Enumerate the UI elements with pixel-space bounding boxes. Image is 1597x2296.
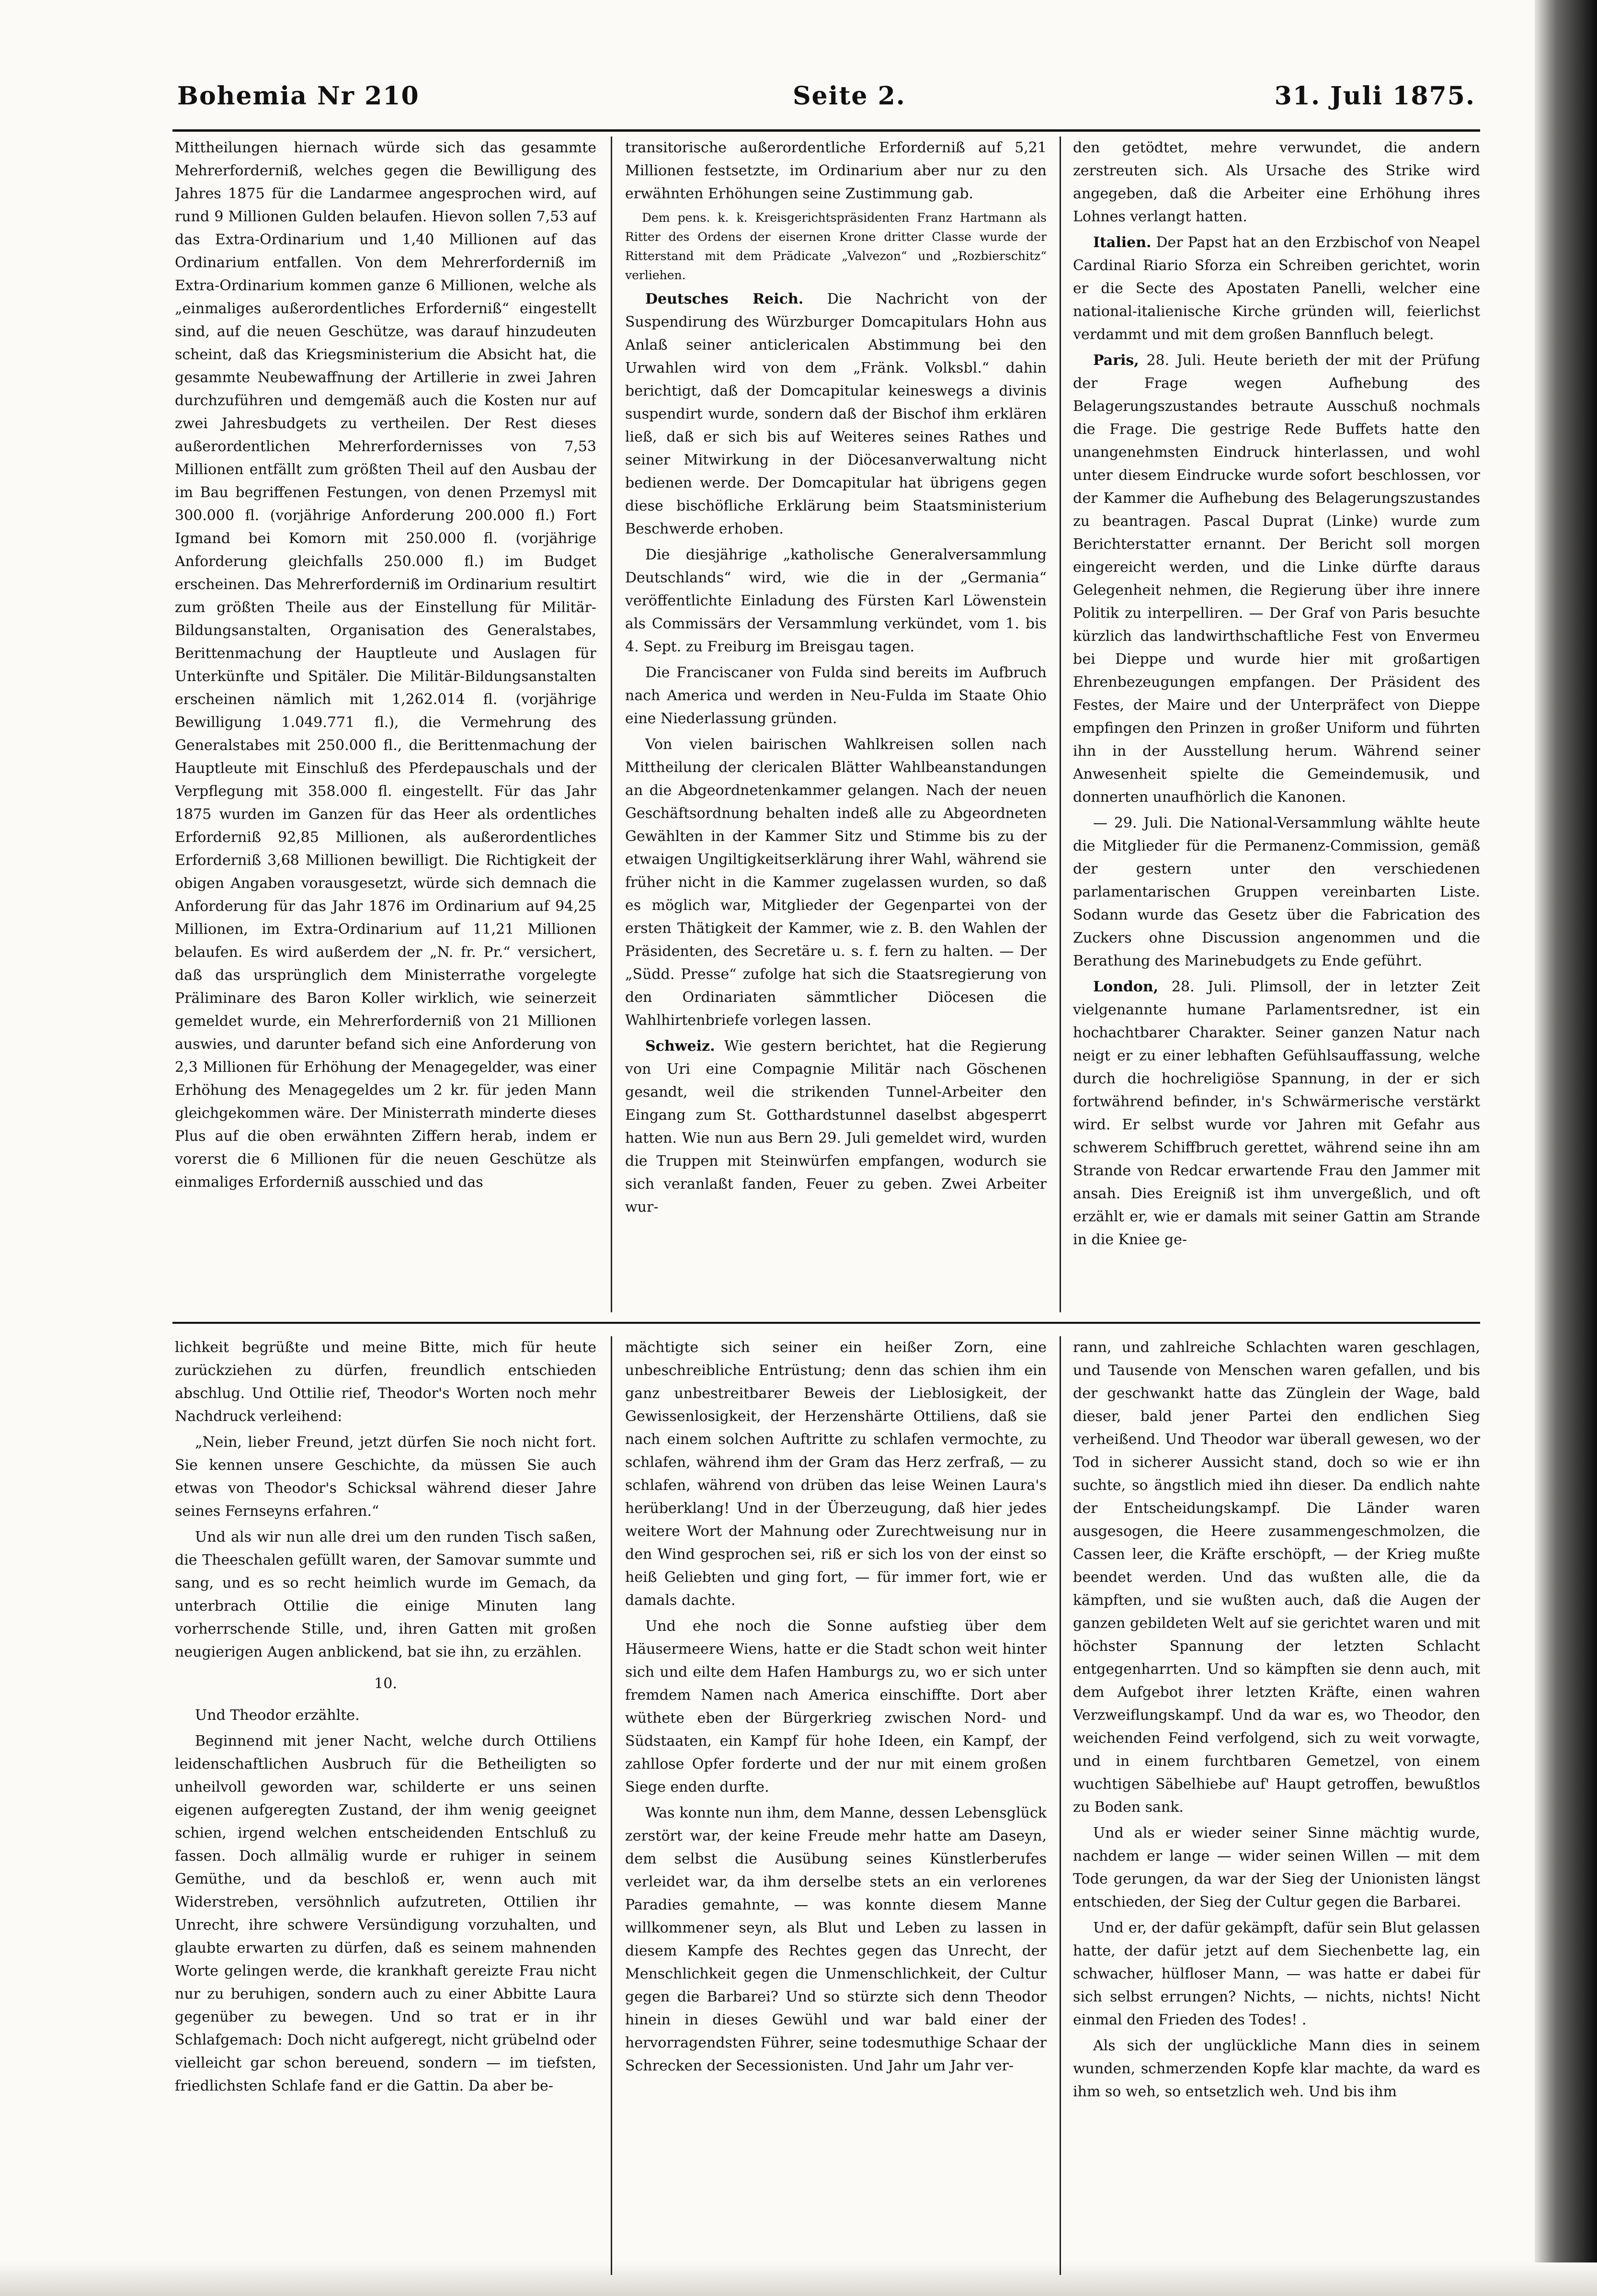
- feuilleton-divider: [172, 1322, 1480, 1324]
- page-number: Seite 2.: [793, 81, 906, 111]
- article-paragraph: Schweiz. Wie gestern berichtet, hat die Regierung von Uri eine Compagnie Militär nach Göschenen gesandt, weil die strikenden Tunnel-Arbeiter den Eingang zum St. Gotthardstunnel daselbst abgesperrt hatten. Wie nun aus Bern 29. Juli gemeldet wird, wurden die Truppen mit Steinwürfen empfangen, wodurch sie sich veranlaßt fanden, Feuer zu geben. Zwei Arbeiter wur-: [625, 1038, 1047, 1216]
- story-paragraph: „Nein, lieber Freund, jetzt dürfen Sie noch nicht fort. Sie kennen unsere Geschichte, da müssen Sie auch etwas von Theodor's Schicksal während dieser Jahre seines Fernseyns erfahren.“: [175, 1434, 596, 1520]
- article-paragraph: den getödtet, mehre verwundet, die andern zerstreuten sich. Als Ursache des Strike wird angegeben, daß die Arbeiter eine Erhöhung ihres Lohnes verlangt hatten.: [1073, 139, 1480, 225]
- story-paragraph: Und ehe noch die Sonne aufstieg über dem Häusermeere Wiens, hatte er die Stadt schon weit hinter sich und eilte dem Hafen Hamburgs zu, wo er sich unter fremdem Namen nach America einschiffte. Dort aber wüthete eben der Bürgerkrieg zwischen Nord- und Südstaaten, ein Kampf für hohe Ideen, ein Kampf, der zahllose Opfer forderte und der nur mit einem großen Siege enden durfte.: [625, 1618, 1047, 1796]
- story-paragraph: mächtigte sich seiner ein heißer Zorn, eine unbeschreibliche Entrüstung; denn das schien ihm ein ganz unbestreitbarer Beweis der Lieblosigkeit, der Gewissenlosigkeit, der Herzenshärte Ottiliens, daß sie nach einem solchen Auftritte zu schlafen vermochte, zu schlafen, während ihm der Gram das Herz zerfraß, — zu schlafen, während von drüben das leise Weinen Laura's herüberklang! Und in der Überzeugung, daß hier jedes weitere Wort der Mahnung oder Zurechtweisung nur in den Wind gesprochen sei, riß er sich los von der einst so heiß Geliebten und ging fort, — für immer fort, wie er damals dachte.: [625, 1339, 1047, 1609]
- news-column-1: [175, 136, 596, 1312]
- article-paragraph: Die Franciscaner von Fulda sind bereits im Aufbruch nach America und werden in Neu-Fulda im Staate Ohio eine Niederlassung gründen.: [625, 664, 1047, 727]
- newspaper-issue: Bohemia Nr 210: [177, 81, 420, 111]
- feuilleton-column-2: [625, 1336, 1047, 2275]
- article-paragraph: London, 28. Juli. Plimsoll, der in letzter Zeit vielgenannte humane Parlamentsredner, ist ein hochachtbarer Charakter. Seiner ganzen Natur nach neigt er zu einer lebhaften Gefühlsauffassung, welche durch die hochreligiöse Spannung, in der er sich fortwährend befinder, in's Schwärmerische verstärkt wird. Er selbst wurde vor Jahren mit Gefahr aus schwerem Schiffbruch gerettet, während seine ihn am Strande von Redcar erwartende Frau den Jammer mit ansah. Dies Ereigniß ist ihm unvergeßlich, und oft erzählt er, wie er damals mit seiner Gattin am Strande in die Kniee ge-: [1073, 978, 1480, 1248]
- news-column-2: [625, 136, 1047, 1312]
- news-column-3: [1073, 136, 1480, 1312]
- section-heading-italien: Italien.: [1093, 234, 1152, 251]
- story-paragraph: Und als er wieder seiner Sinne mächtig wurde, nachdem er lange — wider seinen Willen — mit dem Tode gerungen, da war der Sieg der Unionisten längst entschieden, der Sieg der Cultur gegen die Barbarei.: [1073, 1825, 1480, 1910]
- article-paragraph: Italien. Der Papst hat an den Erzbischof von Neapel Cardinal Riario Sforza ein Schreiben gerichtet, worin er die Secte des Apostaten Panelli, welcher eine national-italienische Kirche gründen will, feierlichst verdammt und mit dem großen Bannfluch belegt.: [1073, 234, 1480, 343]
- header-rule: [172, 129, 1480, 132]
- page-header: [177, 81, 1475, 125]
- feuilleton-column-1: [175, 1336, 596, 2275]
- article-paragraph: Deutsches Reich. Die Nachricht von der Suspendirung des Würzburger Domcapitulars Hohn aus Anlaß seiner anticlericalen Abstimmung bei den Urwahlen wird von dem „Fränk. Volksbl.“ dahin berichtigt, daß der Domcapitular keineswegs a divinis suspendirt wurde, sondern daß der Bischof ihm erklären ließ, daß er sich bis auf Weiteres seines Rathes und seiner Mitwirkung in der Diöcesanverwaltung nicht bedienen werde. Der Domcapitular hat übrigens gegen diese bischöfliche Erklärung beim Staatsministerium Beschwerde erhoben.: [625, 291, 1047, 537]
- chapter-number: 10.: [374, 1675, 397, 1692]
- story-paragraph: Und Theodor erzählte.: [195, 1707, 360, 1724]
- article-paragraph: Mittheilungen hiernach würde sich das gesammte Mehrerforderniß, welches gegen die Bewilligung des Jahres 1875 für die Landarmee angesprochen wird, auf rund 9 Millionen Gulden belaufen. Hievon sollen 7,53 auf das Extra-Ordinarium und 1,40 Millionen auf das Ordinarium entfallen. Von dem Mehrerforderniß im Extra-Ordinarium kommen ganze 6 Millionen, welche als „einmaliges außerordentliches Erforderniß“ eingestellt sind, auf die neuen Geschütze, was darauf hinzudeuten scheint, daß das Kriegsministerium die Absicht hat, die gesammte Neubewaffnung der Artillerie in zwei Jahren durchzuführen und demgemäß auch die Kosten nur auf zwei Jahresbudgets zu vertheilen. Der Rest dieses außerordentlichen Mehrerfordernisses von 7,53 Millionen entfällt zum größten Theil auf den Ausbau der im Bau begriffenen Festungen, von denen Przemysl mit 300.000 fl. (vorjährige Anforderung 200.000 fl.) Fort Igmand bei Komorn mit 250.000 fl. (vorjährige Anforderung gleichfalls 250.000 fl.) im Budget erscheinen. Das Mehrerforderniß im Ordinarium resultirt zum größten Theile aus der Einstellung für Militär-Bildungsanstalten, Organisation des Generalstabes, Berittenmachung der Hauptleute und Auslagen für Unterkünfte und Spitäler. Die Militär-Bildungsanstalten erscheinen nämlich mit 1,262.014 fl. (vorjährige Bewilligung 1.049.771 fl.), die Vermehrung des Generalstabes mit 250.000 fl., die Berittenmachung der Hauptleute mit Einschluß des Pferdepauschals und der Verpflegung mit 358.000 fl. eingestellt. Für das Jahr 1875 wurden im Ganzen für das Heer als ordentliches Erforderniß 92,85 Millionen, als außerordentliches Erforderniß 3,68 Millionen bewilligt. Die Richtigkeit der obigen Angaben vorausgesetzt, würde sich demnach die Anforderung für das Jahr 1876 im Ordinarium auf 94,25 Millionen, im Extra-Ordinarium auf 11,21 Millionen belaufen. Es wird außerdem der „N. fr. Pr.“ versichert, daß das ursprünglich dem Ministerrathe vorgelegte Präliminare des Baron Koller wirklich, wie seinerzeit gemeldet wurde, ein Mehrerforderniß von 21 Millionen auswies, und darunter befand sich eine Anforderung von 2,3 Millionen für Erhöhung der Menagegelder, was einer Erhöhung des Menagegeldes um 2 kr. für jeden Mann gleichgekommen wäre. Der Ministerrath minderte dieses Plus auf die oben erwähnten Ziffern herab, indem er vorerst die 6 Millionen für die neuen Geschütze als einmaliges Erforderniß ausschied und das: [175, 139, 596, 1191]
- story-paragraph: Und er, der dafür gekämpft, dafür sein Blut gelassen hatte, der dafür jetzt auf dem Siechenbette lag, ein schwacher, hülfloser Mann, — was hatte er dabei für sich selbst errungen? Nichts, — nichts, nichts! Nicht einmal den Frieden des Todes! .: [1073, 1920, 1480, 2028]
- story-paragraph: Beginnend mit jener Nacht, welche durch Ottiliens leidenschaftlichen Ausbruch für die Betheiligten so unheilvoll geworden war, schilderte er uns seinen eigenen aufgeregten Zustand, der ihm wenig geeignet schien, irgend welchen entscheidenden Entschluß zu fassen. Doch allmälig wurde er ruhiger in seinem Gemüthe, und da beschloß er, wenn auch mit Widerstreben, versöhnlich aufzutreten, Ottilien ihr Unrecht, ihre schwere Versündigung vorzuhalten, und glaubte erwarten zu dürfen, daß es seinem mahnenden Worte gelingen werde, die krankhaft gereizte Frau nicht nur zu beruhigen, sondern auch zu einer Abbitte Laura gegenüber zu bewegen. Und so trat er in ihr Schlafgemach: Doch nicht aufgeregt, nicht grübelnd oder vielleicht gar schon bereuend, sondern — im tiefsten, friedlichsten Schlafe fand er die Gattin. Da aber be-: [175, 1733, 596, 2094]
- feuilleton-column-3: [1073, 1336, 1480, 2275]
- article-paragraph: transitorische außerordentliche Erforderniß auf 5,21 Millionen festsetzte, im Ordinarium aber nur zu den erwähnten Erhöhungen seine Zustimmung gab.: [625, 139, 1047, 202]
- section-heading-paris: Paris,: [1093, 352, 1139, 369]
- story-paragraph: Was konnte nun ihm, dem Manne, dessen Lebensglück zerstört war, der keine Freude mehr hatte am Daseyn, dem selbst die Ausübung seines Künstlerberufes verleidet war, da ihm derselbe stets an ein verlorenes Paradies gemahnte, — was konnte diesem Manne willkommener seyn, als Blut und Leben zu lassen in diesem Kampfe des Rechtes gegen das Unrecht, der Menschlichkeit gegen die Unmenschlichkeit, der Cultur gegen die Barbarei? Und so stürzte sich denn Theodor hinein in dieses Gewühl und war bald einer der hervorragendsten Führer, seine todesmuthige Schaar der Schrecken der Secessionisten. Und Jahr um Jahr ver-: [625, 1805, 1047, 2074]
- column-divider: [611, 1336, 612, 2275]
- scan-edge-shadow: [1535, 0, 1597, 2296]
- column-divider: [611, 136, 612, 1312]
- article-paragraph: Die diesjährige „katholische Generalversammlung Deutschlands“ wird, wie die in der „Germania“ veröffentlichte Einladung des Fürsten Karl Löwenstein als Commissärs der Versammlung verkündet, vom 1. bis 4. Sept. zu Freiburg im Breisgau tagen.: [625, 546, 1047, 655]
- article-paragraph: Paris, 28. Juli. Heute berieth der mit der Prüfung der Frage wegen Aufhebung des Belagerungszustandes betraute Ausschuß nochmals die Frage. Die gestrige Rede Buffets hatte den unangenehmsten Eindruck hinterlassen, und wohl unter diesem Eindrucke wurde sofort beschlossen, vor der Kammer die Aufhebung des Belagerungszustandes zu beantragen. Pascal Duprat (Linke) wurde zum Berichterstatter ernannt. Der Bericht soll morgen eingereicht werden, und die Linke dürfte daraus Gelegenheit nehmen, die Regierung über ihre innere Politik zu interpelliren. — Der Graf von Paris besuchte kürzlich das landwirthschaftliche Fest von Envermeu bei Dieppe und wurde hier mit großartigen Ehrenbezeugungen empfangen. Der Präsident des Festes, der Maire und der Unterpräfect von Dieppe empfingen den Prinzen in großer Uniform und führten ihn in der Ausstellung herum. Während seiner Anwesenheit spielte die Gemeindemusik, und donnerten unaufhörlich die Kanonen.: [1073, 352, 1480, 806]
- issue-date: 31. Juli 1875.: [1274, 81, 1475, 111]
- article-paragraph: Von vielen bairischen Wahlkreisen sollen nach Mittheilung der clericalen Blätter Wahlbeanstandungen an die Abgeordnetenkammer gelangen. Nach der neuen Geschäftsordnung behalten indeß alle zu Abgeordneten Gewählten in der Kammer Sitz und Stimme bis zu der etwaigen Ungiltigkeitserklärung ihrer Wahl, während sie früher nicht in die Kammer zugelassen wurden, so daß es möglich war, Mitglieder der Gegenpartei von der ersten Thätigkeit der Kammer, wie z. B. den Wahlen der Präsidenten, des Secretäre u. s. f. fern zu halten. — Der „Südd. Presse“ zufolge hat sich die Staatsregierung von den Ordinariaten sämmtlicher Diöcesen die Wahlhirtenbriefe vorlegen lassen.: [625, 736, 1047, 1029]
- story-paragraph: lichkeit begrüßte und meine Bitte, mich für heute zurückziehen zu dürfen, freundlich entschieden abschlug. Und Ottilie rief, Theodor's Worten noch mehr Nachdruck verleihend:: [175, 1339, 596, 1425]
- article-paragraph: Dem pens. k. k. Kreisgerichtspräsidenten Franz Hartmann als Ritter des Ordens der eisernen Krone dritter Classe wurde der Ritterstand mit dem Prädicate „Valvezon“ und „Rozbierschitz“ verliehen.: [625, 211, 1047, 282]
- column-divider: [1060, 1336, 1061, 2275]
- column-divider: [1060, 136, 1061, 1312]
- story-paragraph: Als sich der unglückliche Mann dies in seinem wunden, schmerzenden Kopfe klar machte, da ward es ihm so weh, so entsetzlich weh. Und bis ihm: [1073, 2037, 1480, 2100]
- story-paragraph: rann, und zahlreiche Schlachten waren geschlagen, und Tausende von Menschen waren gefallen, und bis der geschwankt hatte das Zünglein der Wage, bald dieser, bald jener Partei den endlichen Sieg verheißend. Und Theodor war überall gewesen, wo der Tod in sicherer Aussicht stand, doch so wie er ihn suchte, so ängstlich mied ihn dieser. Da endlich nahte der Entscheidungskampf. Die Länder waren ausgesogen, die Heere zusammengeschmolzen, die Cassen leer, die Kräfte erschöpft, — der Krieg mußte beendet werden. Und das wußten alle, die da kämpften, und sie wußten auch, daß die Augen der ganzen gebildeten Welt auf sie gerichtet waren und mit höchster Spannung der letzten Schlacht entgegenharrten. Und so kämpften sie denn auch, mit dem Aufgebot ihrer letzten Kräfte, einen wahren Verzweiflungskampf. Und da war es, wo Theodor, den weichenden Feind verfolgend, sich zu weit vorwagte, und in einem furchtbaren Gemetzel, von einem wuchtigen Säbelhiebe auf' Haupt getroffen, bewußtlos zu Boden sank.: [1073, 1339, 1480, 1816]
- section-heading-deutsches-reich: Deutsches Reich.: [645, 291, 804, 307]
- article-paragraph: — 29. Juli. Die National-Versammlung wählte heute die Mitglieder für die Permanenz-Commission, gemäß der gestern unter den verschiedenen parlamentarischen Gruppen vereinbarten Liste. Sodann wurde das Gesetz über die Fabrication des Zuckers ohne Discussion angenommen und die Berathung des Marinebudgets zu Ende geführt.: [1073, 815, 1480, 969]
- section-heading-london: London,: [1093, 978, 1159, 995]
- section-heading-schweiz: Schweiz.: [645, 1038, 715, 1055]
- story-paragraph: Und als wir nun alle drei um den runden Tisch saßen, die Theeschalen gefüllt waren, der Samovar summte und sang, und es so recht heimlich wurde im Gemach, da unterbrach Ottilie die einige Minuten lang vorherrschende Stille, und, ihren Gatten mit großen neugierigen Augen anblickend, bat sie ihn, zu erzählen.: [175, 1529, 596, 1660]
